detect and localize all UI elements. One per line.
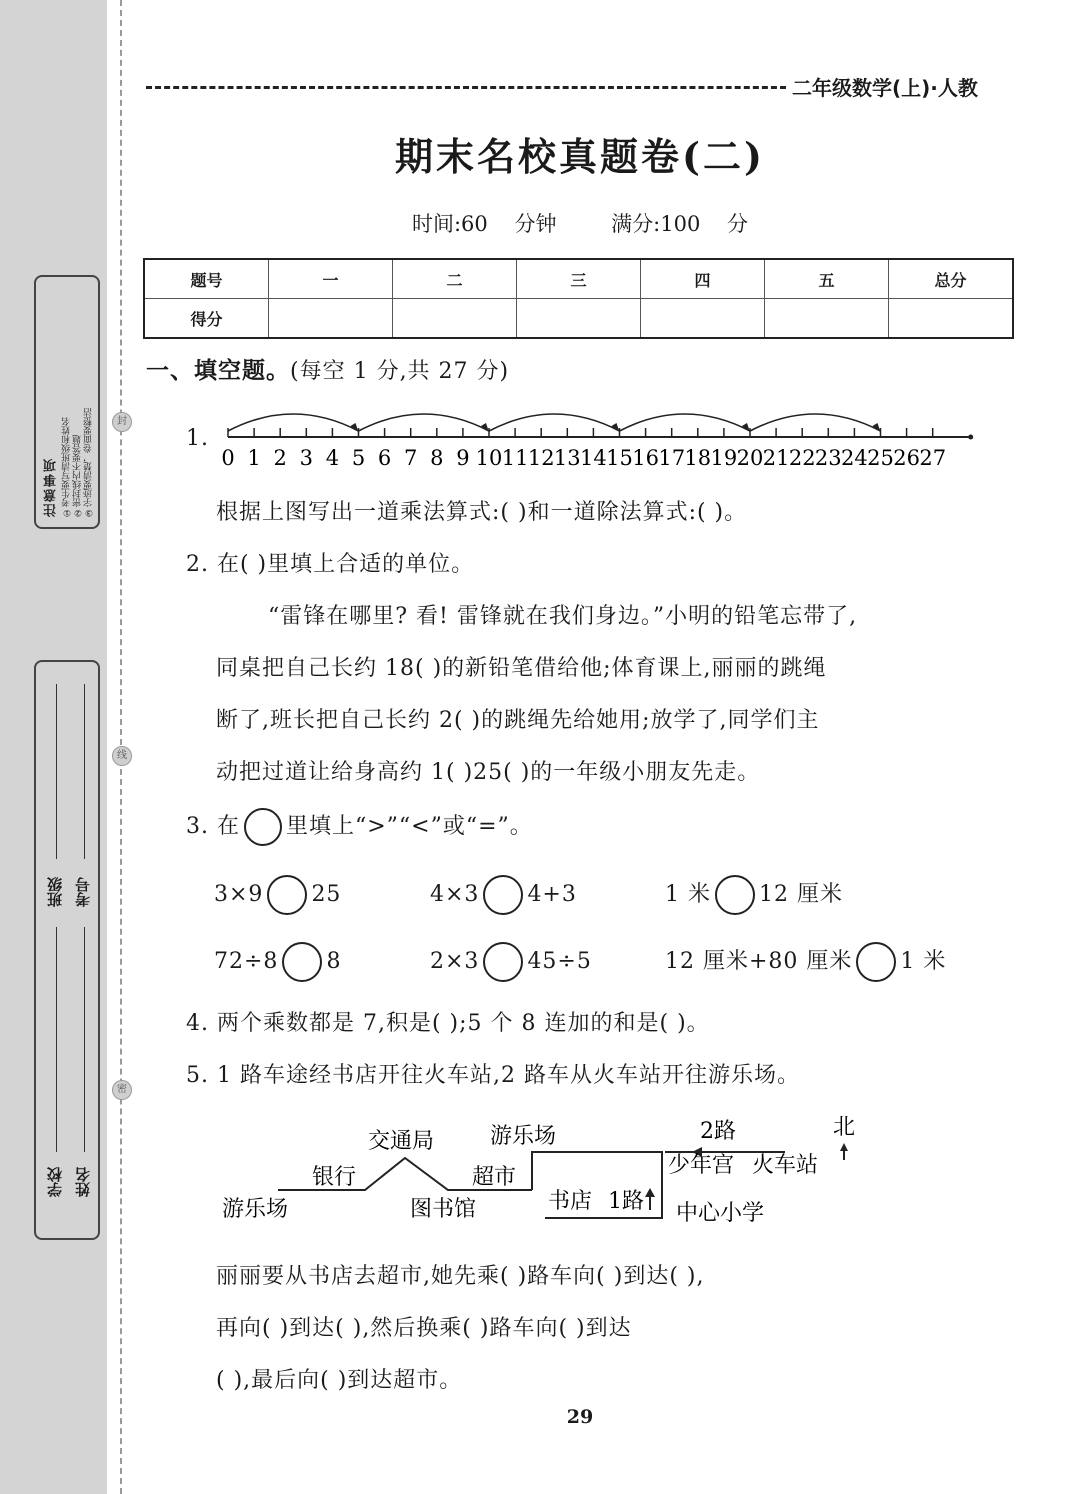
q2-paragraph-line: 断了,班长把自己长约 2( )的跳绳先给她用;放学了,同学们主 [216,708,820,733]
series-label: 二年级数学(上)·人教 [792,76,978,100]
compare-right: 1 米 [900,949,947,974]
number-line-tick-label: 8 [430,446,444,470]
number-line-tick-label: 13 [553,446,581,470]
page-number: 29 [566,1406,594,1428]
name-label: 姓名 [74,1167,92,1197]
map-label: 银行 [312,1165,357,1190]
compare-left: 3×9 [214,882,264,907]
map-label: 1路 [608,1189,644,1214]
compare-right: 12 厘米 [759,882,843,907]
number-line-tick-label: 6 [377,446,392,470]
school-label: 学校 [46,1167,64,1197]
number-line-tick-label: 20 [736,446,764,470]
q3-suffix: 里填上“>”“<”或“=”。 [285,814,533,839]
map-label: 2路 [700,1119,736,1144]
number-line-tick-label: 23 [814,446,842,470]
table-header-cell: 五 [765,259,889,299]
map-label: 中心小学 [676,1201,765,1226]
score-label: 得分 [144,299,269,339]
map-label: 游乐场 [222,1197,289,1222]
compare-left: 2×3 [430,949,480,974]
number-line-tick-label: 15 [606,446,633,470]
number-line-tick-label: 14 [580,446,607,470]
notice-line-1: ①考生要写清班级和姓名 [62,417,72,517]
number-line-tick-label: 7 [404,446,418,470]
map-label: 游乐场 [490,1124,557,1149]
number-line-tick-label: 19 [710,446,738,470]
q2-paragraph-line: “雷锋在哪里? 看! 雷锋就在我们身边。”小明的铅笔忘带了, [268,604,858,629]
number-line-tick-label: 4 [325,446,340,470]
exam-full-score: 满分:100 分 [611,212,748,236]
north-arrow-icon [840,1143,848,1151]
q2-paragraph-line: 同桌把自己长约 18( )的新铅笔借给他;体育课上,丽丽的跳绳 [216,656,827,681]
number-line-tick-label: 10 [475,446,503,470]
section-note: (每空 1 分,共 27 分) [290,359,510,384]
q1-text: 根据上图写出一道乘法算式:( )和一道除法算式:( )。 [216,500,748,525]
number-line-tick-label: 17 [658,446,686,470]
section-title: 一、填空题。 [146,358,290,384]
number-line-tick-label: 24 [841,446,868,470]
table-header-cell: 二 [393,259,517,299]
route1-arrow-icon [645,1188,655,1197]
compare-right: 8 [326,949,342,974]
compare-right: 25 [311,882,342,907]
number-line-tick-label: 27 [919,446,947,470]
compare-left: 1 米 [665,882,711,907]
table-header-cell: 一 [269,259,393,299]
notice-title: 注意事项 [44,457,59,517]
q2-text: 2. 在( )里填上合适的单位。 [186,552,475,577]
map-label: 图书馆 [410,1197,477,1222]
exam-no-label: 考号 [74,877,92,907]
page-title: 期末名校真题卷(二) [395,134,765,179]
compare-left: 12 厘米+80 厘米 [665,949,853,974]
number-line-tick-label: 12 [527,446,555,470]
q5-answer-line: 丽丽要从书店去超市,她先乘( )路车向( )到达( ), [216,1264,705,1289]
binding-hole: 线 [112,746,132,766]
notice-line-3: ③字迹要清楚，卷面要整洁 [84,408,94,517]
compare-left: 72÷8 [214,949,279,974]
number-line-tick-label: 22 [788,446,816,470]
binding-hole: 密 [112,1080,132,1100]
q1-number: 1. [186,426,209,451]
number-line-tick-label: 18 [684,446,712,470]
map-label: 超市 [472,1165,517,1190]
q3-prefix: 3. 在 [186,814,240,839]
number-line-tick-label: 0 [221,446,235,470]
number-line-tick-label: 16 [632,446,659,470]
binding-hole: 封 [112,412,132,432]
number-line-tick-label: 1 [247,446,261,470]
number-line-tick-label: 3 [299,446,313,470]
notice-line-2: ②密封线内不要答题 [73,435,83,517]
number-line-tick-label: 2 [273,446,287,470]
q5-text: 5. 1 路车途经书店开往火车站,2 路车从火车站开往游乐场。 [186,1063,800,1088]
map-label: 少年宫 [668,1153,735,1178]
q5-answer-line: ( ),最后向( )到达超市。 [216,1368,463,1393]
number-line-tick-label: 26 [893,446,920,470]
number-line-tick-label: 21 [762,446,790,470]
q5-answer-line: 再向( )到达( ),然后换乘( )路车向( )到达 [216,1316,632,1341]
exam-time: 时间:60 分钟 [411,212,557,236]
number-line-tick-label: 9 [456,446,470,470]
compare-left: 4×3 [430,882,480,907]
map-label: 交通局 [368,1129,435,1154]
number-line-tick-label: 11 [501,446,529,470]
map-label: 北 [833,1115,856,1140]
map-label: 书店 [548,1189,593,1214]
compare-right: 4+3 [527,882,577,907]
table-header-cell: 三 [517,259,641,299]
table-header-cell: 题号 [144,259,269,299]
table-header-cell: 四 [641,259,765,299]
q4-text: 4. 两个乘数都是 7,积是( );5 个 8 连加的和是( )。 [186,1011,710,1036]
number-line-tick-label: 25 [867,446,894,470]
map-label: 火车站 [752,1153,819,1178]
compare-right: 45÷5 [527,949,592,974]
table-header-cell: 总分 [889,259,1014,299]
class-label: 班级 [46,877,64,907]
q2-paragraph-line: 动把过道让给身高约 1( )25( )的一年级小朋友先走。 [216,760,761,785]
number-line-tick-label: 5 [351,446,366,470]
